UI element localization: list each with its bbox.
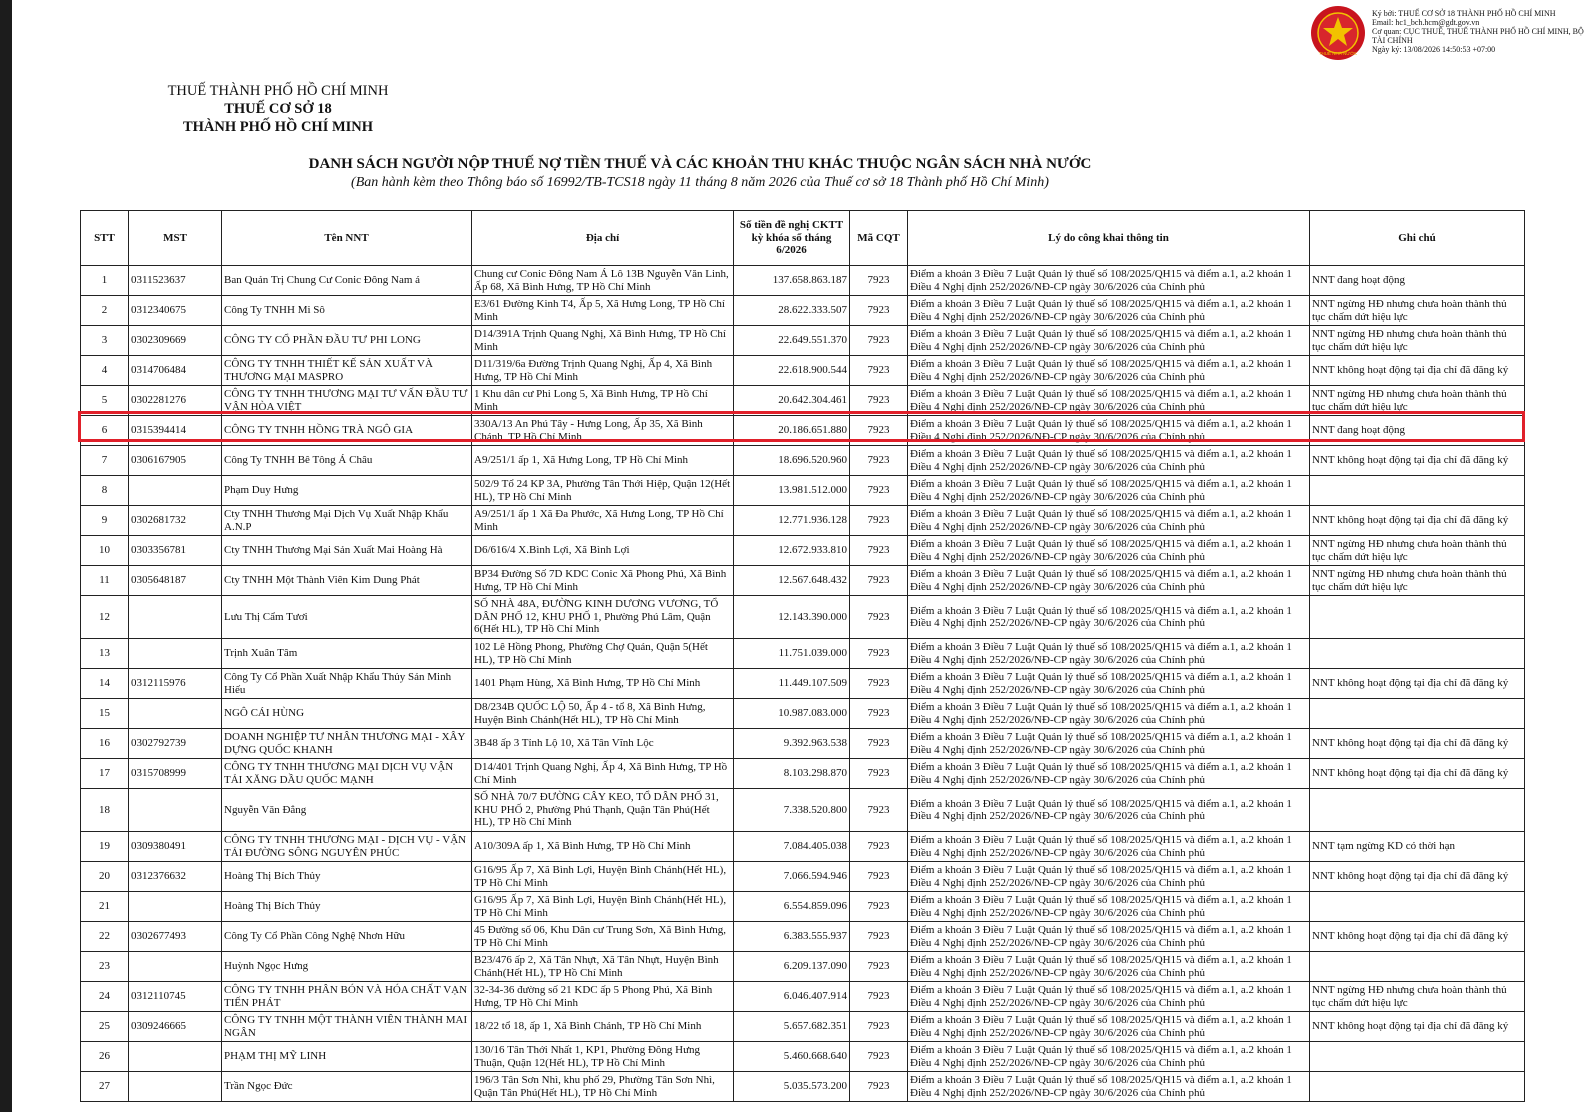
table-row xyxy=(81,266,1525,296)
cell-address: 102 Lê Hồng Phong, Phường Chợ Quán, Quận 5(Hết HL), TP Hồ Chí Minh xyxy=(472,639,734,669)
cell-stt: 2 xyxy=(81,296,129,326)
cell-cqt: 7923 xyxy=(850,832,908,862)
cell-amount: 22.618.900.544 xyxy=(734,356,850,386)
cell-amount: 12.672.933.810 xyxy=(734,536,850,566)
cell-name: Hoàng Thị Bích Thủy xyxy=(222,862,472,892)
cell-amount: 12.771.936.128 xyxy=(734,506,850,536)
cell-cqt: 7923 xyxy=(850,596,908,639)
cell-cqt: 7923 xyxy=(850,982,908,1012)
cell-note: NNT không hoạt động tại địa chỉ đã đăng ký xyxy=(1310,862,1525,892)
cell-address: SỐ NHÀ 48A, ĐƯỜNG KINH DƯƠNG VƯƠNG, TỔ DÂN PHỐ 12, KHU PHỐ 1, Phường Phú Lâm, Quận 6(Hết HL), TP Hồ Chí Minh xyxy=(472,596,734,639)
cell-address: D14/401 Trịnh Quang Nghị, Ấp 4, Xã Bình Hưng, TP Hồ Chí Minh xyxy=(472,759,734,789)
cell-mst: 0306167905 xyxy=(129,446,222,476)
col-note: Ghi chú xyxy=(1310,211,1525,266)
cell-mst: 0312115976 xyxy=(129,669,222,699)
col-amount: Số tiền đề nghị CKTT kỳ khóa sổ tháng 6/2026 xyxy=(734,211,850,266)
table-header-row xyxy=(81,211,1525,266)
cell-reason: Điểm a khoản 3 Điều 7 Luật Quản lý thuế số 108/2025/QH15 và điểm a.1, a.2 khoản 1 Điều 4 Nghị định 252/2026/NĐ-CP ngày 30/6/2026 của Chính phủ xyxy=(908,952,1310,982)
cell-address: G16/95 Ấp 7, Xã Bình Lợi, Huyện Bình Chánh(Hết HL), TP Hồ Chí Minh xyxy=(472,862,734,892)
col-mst: MST xyxy=(129,211,222,266)
cell-address: 3B48 ấp 3 Tỉnh Lộ 10, Xã Tân Vĩnh Lộc xyxy=(472,729,734,759)
cell-stt: 16 xyxy=(81,729,129,759)
agency-line-2: THUẾ CƠ SỞ 18 xyxy=(224,101,332,117)
table-row xyxy=(81,386,1525,416)
cell-cqt: 7923 xyxy=(850,922,908,952)
cell-reason: Điểm a khoản 3 Điều 7 Luật Quản lý thuế số 108/2025/QH15 và điểm a.1, a.2 khoản 1 Điều 4 Nghị định 252/2026/NĐ-CP ngày 30/6/2026 của Chính phủ xyxy=(908,416,1310,446)
cell-mst: 0315708999 xyxy=(129,759,222,789)
col-cqt: Mã CQT xyxy=(850,211,908,266)
cell-note: NNT ngừng HĐ nhưng chưa hoàn thành thủ tục chấm dứt hiệu lực xyxy=(1310,982,1525,1012)
cell-note: NNT không hoạt động tại địa chỉ đã đăng ký xyxy=(1310,669,1525,699)
cell-stt: 12 xyxy=(81,596,129,639)
cell-stt: 19 xyxy=(81,832,129,862)
cell-cqt: 7923 xyxy=(850,669,908,699)
cell-cqt: 7923 xyxy=(850,416,908,446)
cell-amount: 10.987.083.000 xyxy=(734,699,850,729)
cell-mst: 0314706484 xyxy=(129,356,222,386)
cell-reason: Điểm a khoản 3 Điều 7 Luật Quản lý thuế số 108/2025/QH15 và điểm a.1, a.2 khoản 1 Điều 4 Nghị định 252/2026/NĐ-CP ngày 30/6/2026 của Chính phủ xyxy=(908,536,1310,566)
cell-amount: 7.338.520.800 xyxy=(734,789,850,832)
cell-reason: Điểm a khoản 3 Điều 7 Luật Quản lý thuế số 108/2025/QH15 và điểm a.1, a.2 khoản 1 Điều 4 Nghị định 252/2026/NĐ-CP ngày 30/6/2026 của Chính phủ xyxy=(908,566,1310,596)
table-body xyxy=(81,266,1525,1102)
agency-line-3: THÀNH PHỐ HỒ CHÍ MINH xyxy=(182,119,374,135)
cell-name: Công Ty TNHH Mi Sô xyxy=(222,296,472,326)
cell-note: NNT không hoạt động tại địa chỉ đã đăng ký xyxy=(1310,729,1525,759)
cell-address: D6/616/4 X.Bình Lợi, Xã Bình Lợi xyxy=(472,536,734,566)
agency-line-1: THUẾ THÀNH PHỐ HỒ CHÍ MINH xyxy=(167,83,389,99)
cell-mst xyxy=(129,952,222,982)
table-row xyxy=(81,862,1525,892)
cell-cqt: 7923 xyxy=(850,1012,908,1042)
cell-note xyxy=(1310,596,1525,639)
cell-stt: 25 xyxy=(81,1012,129,1042)
cell-address: BP34 Đường Số 7D KDC Conic Xã Phong Phú, Xã Bình Hưng, TP Hồ Chí Minh xyxy=(472,566,734,596)
signature-email: Email: hc1_bch.hcm@gdt.gov.vn xyxy=(1372,18,1480,27)
cell-stt: 5 xyxy=(81,386,129,416)
cell-stt: 3 xyxy=(81,326,129,356)
cell-reason: Điểm a khoản 3 Điều 7 Luật Quản lý thuế số 108/2025/QH15 và điểm a.1, a.2 khoản 1 Điều 4 Nghị định 252/2026/NĐ-CP ngày 30/6/2026 của Chính phủ xyxy=(908,669,1310,699)
cell-amount: 22.649.551.370 xyxy=(734,326,850,356)
cell-mst xyxy=(129,699,222,729)
cell-address: 502/9 Tổ 24 KP 3A, Phường Tân Thới Hiệp, Quận 12(Hết HL), TP Hồ Chí Minh xyxy=(472,476,734,506)
cell-address: 45 Đường số 06, Khu Dân cư Trung Sơn, Xã Bình Hưng, TP Hồ Chí Minh xyxy=(472,922,734,952)
cell-note: NNT ngừng HĐ nhưng chưa hoàn thành thủ tục chấm dứt hiệu lực xyxy=(1310,536,1525,566)
document-title: DANH SÁCH NGƯỜI NỘP THUẾ NỢ TIỀN THUẾ VÀ CÁC KHOẢN THU KHÁC THUỘC NGÂN SÁCH NHÀ NƯỚC xyxy=(308,156,1092,172)
cell-reason: Điểm a khoản 3 Điều 7 Luật Quản lý thuế số 108/2025/QH15 và điểm a.1, a.2 khoản 1 Điều 4 Nghị định 252/2026/NĐ-CP ngày 30/6/2026 của Chính phủ xyxy=(908,326,1310,356)
cell-stt: 20 xyxy=(81,862,129,892)
cell-reason: Điểm a khoản 3 Điều 7 Luật Quản lý thuế số 108/2025/QH15 và điểm a.1, a.2 khoản 1 Điều 4 Nghị định 252/2026/NĐ-CP ngày 30/6/2026 của Chính phủ xyxy=(908,862,1310,892)
taxpayer-debt-table xyxy=(80,210,1525,1102)
cell-mst xyxy=(129,596,222,639)
table-row xyxy=(81,446,1525,476)
cell-name: CÔNG TY TNHH MỘT THÀNH VIÊN THÀNH MAI NGÂN xyxy=(222,1012,472,1042)
cell-reason: Điểm a khoản 3 Điều 7 Luật Quản lý thuế số 108/2025/QH15 và điểm a.1, a.2 khoản 1 Điều 4 Nghị định 252/2026/NĐ-CP ngày 30/6/2026 của Chính phủ xyxy=(908,356,1310,386)
cell-stt: 27 xyxy=(81,1072,129,1102)
cell-note xyxy=(1310,892,1525,922)
cell-note xyxy=(1310,1072,1525,1102)
cell-name: Ban Quản Trị Chung Cư Conic Đông Nam á xyxy=(222,266,472,296)
cell-stt: 14 xyxy=(81,669,129,699)
cell-cqt: 7923 xyxy=(850,536,908,566)
cell-name: Hoàng Thị Bích Thủy xyxy=(222,892,472,922)
cell-reason: Điểm a khoản 3 Điều 7 Luật Quản lý thuế số 108/2025/QH15 và điểm a.1, a.2 khoản 1 Điều 4 Nghị định 252/2026/NĐ-CP ngày 30/6/2026 của Chính phủ xyxy=(908,596,1310,639)
cell-name: NGÔ CÁI HÙNG xyxy=(222,699,472,729)
cell-name: DOANH NGHIỆP TƯ NHÂN THƯƠNG MẠI - XÂY DỰNG QUỐC KHANH xyxy=(222,729,472,759)
cell-cqt: 7923 xyxy=(850,506,908,536)
cell-cqt: 7923 xyxy=(850,476,908,506)
cell-cqt: 7923 xyxy=(850,952,908,982)
cell-mst xyxy=(129,476,222,506)
cell-mst: 0312340675 xyxy=(129,296,222,326)
cell-note: NNT không hoạt động tại địa chỉ đã đăng ký xyxy=(1310,506,1525,536)
cell-amount: 13.981.512.000 xyxy=(734,476,850,506)
cell-mst: 0309246665 xyxy=(129,1012,222,1042)
cell-reason: Điểm a khoản 3 Điều 7 Luật Quản lý thuế số 108/2025/QH15 và điểm a.1, a.2 khoản 1 Điều 4 Nghị định 252/2026/NĐ-CP ngày 30/6/2026 của Chính phủ xyxy=(908,1072,1310,1102)
cell-amount: 8.103.298.870 xyxy=(734,759,850,789)
cell-reason: Điểm a khoản 3 Điều 7 Luật Quản lý thuế số 108/2025/QH15 và điểm a.1, a.2 khoản 1 Điều 4 Nghị định 252/2026/NĐ-CP ngày 30/6/2026 của Chính phủ xyxy=(908,296,1310,326)
cell-name: Lưu Thị Cẩm Tươi xyxy=(222,596,472,639)
cell-name: CÔNG TY TNHH THƯƠNG MẠI - DỊCH VỤ - VẬN TẢI ĐƯỜNG SÔNG NGUYÊN PHÚC xyxy=(222,832,472,862)
cell-amount: 11.449.107.509 xyxy=(734,669,850,699)
cell-mst: 0302309669 xyxy=(129,326,222,356)
table-row xyxy=(81,596,1525,639)
table-row xyxy=(81,296,1525,326)
cell-cqt: 7923 xyxy=(850,862,908,892)
cell-name: Phạm Duy Hưng xyxy=(222,476,472,506)
cell-amount: 12.143.390.000 xyxy=(734,596,850,639)
cell-note xyxy=(1310,952,1525,982)
cell-reason: Điểm a khoản 3 Điều 7 Luật Quản lý thuế số 108/2025/QH15 và điểm a.1, a.2 khoản 1 Điều 4 Nghị định 252/2026/NĐ-CP ngày 30/6/2026 của Chính phủ xyxy=(908,892,1310,922)
cell-address: 1 Khu dân cư Phi Long 5, Xã Bình Hưng, TP Hồ Chí Minh xyxy=(472,386,734,416)
cell-note xyxy=(1310,789,1525,832)
table-row xyxy=(81,476,1525,506)
cell-amount: 7.066.594.946 xyxy=(734,862,850,892)
cell-note xyxy=(1310,476,1525,506)
cell-stt: 18 xyxy=(81,789,129,832)
cell-address: 130/16 Tân Thới Nhất 1, KP1, Phường Đông Hưng Thuận, Quận 12(Hết HL), TP Hồ Chí Minh xyxy=(472,1042,734,1072)
cell-cqt: 7923 xyxy=(850,759,908,789)
cell-name: Huỳnh Ngọc Hưng xyxy=(222,952,472,982)
cell-reason: Điểm a khoản 3 Điều 7 Luật Quản lý thuế số 108/2025/QH15 và điểm a.1, a.2 khoản 1 Điều 4 Nghị định 252/2026/NĐ-CP ngày 30/6/2026 của Chính phủ xyxy=(908,1042,1310,1072)
cell-stt: 21 xyxy=(81,892,129,922)
cell-stt: 10 xyxy=(81,536,129,566)
issuing-agency xyxy=(160,82,396,136)
cell-reason: Điểm a khoản 3 Điều 7 Luật Quản lý thuế số 108/2025/QH15 và điểm a.1, a.2 khoản 1 Điều 4 Nghị định 252/2026/NĐ-CP ngày 30/6/2026 của Chính phủ xyxy=(908,832,1310,862)
cell-reason: Điểm a khoản 3 Điều 7 Luật Quản lý thuế số 108/2025/QH15 và điểm a.1, a.2 khoản 1 Điều 4 Nghị định 252/2026/NĐ-CP ngày 30/6/2026 của Chính phủ xyxy=(908,639,1310,669)
cell-cqt: 7923 xyxy=(850,729,908,759)
cell-name: CÔNG TY TNHH THƯƠNG MẠI DỊCH VỤ VẬN TẢI XĂNG DẦU QUỐC MẠNH xyxy=(222,759,472,789)
cell-reason: Điểm a khoản 3 Điều 7 Luật Quản lý thuế số 108/2025/QH15 và điểm a.1, a.2 khoản 1 Điều 4 Nghị định 252/2026/NĐ-CP ngày 30/6/2026 của Chính phủ xyxy=(908,922,1310,952)
cell-reason: Điểm a khoản 3 Điều 7 Luật Quản lý thuế số 108/2025/QH15 và điểm a.1, a.2 khoản 1 Điều 4 Nghị định 252/2026/NĐ-CP ngày 30/6/2026 của Chính phủ xyxy=(908,266,1310,296)
cell-cqt: 7923 xyxy=(850,639,908,669)
cell-note: NNT không hoạt động tại địa chỉ đã đăng ký xyxy=(1310,446,1525,476)
cell-mst: 0302677493 xyxy=(129,922,222,952)
cell-stt: 1 xyxy=(81,266,129,296)
table-row xyxy=(81,922,1525,952)
cell-amount: 18.696.520.960 xyxy=(734,446,850,476)
table-row xyxy=(81,789,1525,832)
cell-note xyxy=(1310,639,1525,669)
col-address: Địa chỉ xyxy=(472,211,734,266)
cell-note: NNT đang hoạt động xyxy=(1310,416,1525,446)
table-row xyxy=(81,982,1525,1012)
cell-name: CÔNG TY TNHH HỒNG TRÀ NGÔ GIA xyxy=(222,416,472,446)
cell-stt: 23 xyxy=(81,952,129,982)
cell-name: Nguyễn Văn Đẳng xyxy=(222,789,472,832)
cell-amount: 12.567.648.432 xyxy=(734,566,850,596)
cell-note: NNT ngừng HĐ nhưng chưa hoàn thành thủ tục chấm dứt hiệu lực xyxy=(1310,566,1525,596)
cell-amount: 6.383.555.937 xyxy=(734,922,850,952)
cell-address: D11/319/6a Đường Trịnh Quang Nghị, Ấp 4, Xã Bình Hưng, TP Hồ Chí Minh xyxy=(472,356,734,386)
cell-mst xyxy=(129,789,222,832)
signature-signer: Ký bởi: THUẾ CƠ SỞ 18 THÀNH PHỐ HỒ CHÍ MINH xyxy=(1372,9,1556,18)
cell-stt: 22 xyxy=(81,922,129,952)
cell-cqt: 7923 xyxy=(850,386,908,416)
table-row xyxy=(81,669,1525,699)
cell-address: A10/309A ấp 1, Xã Bình Hưng, TP Hồ Chí Minh xyxy=(472,832,734,862)
cell-note xyxy=(1310,1042,1525,1072)
cell-stt: 15 xyxy=(81,699,129,729)
table-row xyxy=(81,1042,1525,1072)
cell-amount: 9.392.963.538 xyxy=(734,729,850,759)
cell-stt: 6 xyxy=(81,416,129,446)
table-row xyxy=(81,566,1525,596)
cell-name: CÔNG TY TNHH THƯƠNG MẠI TƯ VẤN ĐẦU TƯ VẬN HÒA VIỆT xyxy=(222,386,472,416)
cell-reason: Điểm a khoản 3 Điều 7 Luật Quản lý thuế số 108/2025/QH15 và điểm a.1, a.2 khoản 1 Điều 4 Nghị định 252/2026/NĐ-CP ngày 30/6/2026 của Chính phủ xyxy=(908,476,1310,506)
cell-amount: 5.035.573.200 xyxy=(734,1072,850,1102)
table-row xyxy=(81,832,1525,862)
cell-address: A9/251/1 ấp 1 Xã Đa Phước, Xã Hưng Long, TP Hồ Chí Minh xyxy=(472,506,734,536)
cell-cqt: 7923 xyxy=(850,1042,908,1072)
cell-amount: 137.658.863.187 xyxy=(734,266,850,296)
table-row xyxy=(81,326,1525,356)
cell-mst: 0309380491 xyxy=(129,832,222,862)
cell-amount: 6.209.137.090 xyxy=(734,952,850,982)
cell-mst: 0312376632 xyxy=(129,862,222,892)
cell-amount: 20.186.651.880 xyxy=(734,416,850,446)
cell-note: NNT đang hoạt động xyxy=(1310,266,1525,296)
col-reason: Lý do công khai thông tin xyxy=(908,211,1310,266)
cell-reason: Điểm a khoản 3 Điều 7 Luật Quản lý thuế số 108/2025/QH15 và điểm a.1, a.2 khoản 1 Điều 4 Nghị định 252/2026/NĐ-CP ngày 30/6/2026 của Chính phủ xyxy=(908,789,1310,832)
table-row xyxy=(81,699,1525,729)
cell-address: B23/476 ấp 2, Xã Tân Nhựt, Xã Tân Nhựt, Huyện Bình Chánh(Hết HL), TP Hồ Chí Minh xyxy=(472,952,734,982)
table-row xyxy=(81,1012,1525,1042)
cell-mst xyxy=(129,639,222,669)
cell-address: D14/391A Trịnh Quang Nghị, Xã Bình Hưng, TP Hồ Chí Minh xyxy=(472,326,734,356)
cell-mst: 0305648187 xyxy=(129,566,222,596)
cell-note: NNT ngừng HĐ nhưng chưa hoàn thành thủ tục chấm dứt hiệu lực xyxy=(1310,296,1525,326)
cell-stt: 9 xyxy=(81,506,129,536)
cell-note: NNT không hoạt động tại địa chỉ đã đăng ký xyxy=(1310,1012,1525,1042)
cell-address: Chung cư Conic Đông Nam Á Lô 13B Nguyễn Văn Linh, Ấp 68, Xã Bình Hưng, TP Hồ Chí Minh xyxy=(472,266,734,296)
cell-address: 32-34-36 đường số 21 KDC ấp 5 Phong Phú, Xã Bình Hưng, TP Hồ Chí Minh xyxy=(472,982,734,1012)
digital-signature xyxy=(1310,5,1590,63)
cell-cqt: 7923 xyxy=(850,356,908,386)
cell-mst xyxy=(129,892,222,922)
cell-name: Công Ty Cổ Phần Xuất Nhập Khẩu Thủy Sản Minh Hiếu xyxy=(222,669,472,699)
cell-amount: 7.084.405.038 xyxy=(734,832,850,862)
col-name: Tên NNT xyxy=(222,211,472,266)
cell-name: Trần Ngọc Đức xyxy=(222,1072,472,1102)
seal-label: THUẾ NHÀ NƯỚC xyxy=(1318,51,1358,56)
cell-name: Công Ty TNHH Bê Tông Á Châu xyxy=(222,446,472,476)
state-seal-icon xyxy=(1310,5,1366,61)
cell-note: NNT ngừng HĐ nhưng chưa hoàn thành thủ tục chấm dứt hiệu lực xyxy=(1310,386,1525,416)
table-row xyxy=(81,729,1525,759)
cell-name: PHẠM THỊ MỸ LINH xyxy=(222,1042,472,1072)
cell-name: CÔNG TY TNHH PHÂN BÓN VÀ HÓA CHẤT VẠN TIẾN PHÁT xyxy=(222,982,472,1012)
cell-stt: 17 xyxy=(81,759,129,789)
signature-date: Ngày ký: 13/08/2026 14:50:53 +07:00 xyxy=(1372,45,1496,54)
cell-cqt: 7923 xyxy=(850,789,908,832)
cell-mst xyxy=(129,1042,222,1072)
cell-stt: 8 xyxy=(81,476,129,506)
table-row xyxy=(81,506,1525,536)
col-stt: STT xyxy=(81,211,129,266)
cell-address: 196/3 Tân Sơn Nhì, khu phố 29, Phường Tân Sơn Nhì, Quận Tân Phú(Hết HL), TP Hồ Chí Minh xyxy=(472,1072,734,1102)
cell-name: Cty TNHH Thương Mại Sản Xuất Mai Hoàng Hà xyxy=(222,536,472,566)
cell-address: 18/22 tổ 18, ấp 1, Xã Bình Chánh, TP Hồ Chí Minh xyxy=(472,1012,734,1042)
cell-address: D8/234B QUỐC LỘ 50, Ấp 4 - tổ 8, Xã Bình Hưng, Huyện Bình Chánh(Hết HL), TP Hồ Chí Minh xyxy=(472,699,734,729)
cell-stt: 13 xyxy=(81,639,129,669)
cell-cqt: 7923 xyxy=(850,446,908,476)
cell-cqt: 7923 xyxy=(850,1072,908,1102)
cell-mst: 0315394414 xyxy=(129,416,222,446)
cell-name: Trịnh Xuân Tâm xyxy=(222,639,472,669)
table-row xyxy=(81,416,1525,446)
cell-address: 330A/13 An Phú Tây - Hưng Long, Ấp 35, Xã Bình Chánh, TP Hồ Chí Minh xyxy=(472,416,734,446)
cell-note: NNT không hoạt động tại địa chỉ đã đăng ký xyxy=(1310,922,1525,952)
cell-cqt: 7923 xyxy=(850,892,908,922)
cell-name: CÔNG TY CỔ PHẦN ĐẦU TƯ PHI LONG xyxy=(222,326,472,356)
cell-name: Công Ty Cổ Phần Công Nghệ Nhơn Hữu xyxy=(222,922,472,952)
cell-amount: 28.622.333.507 xyxy=(734,296,850,326)
cell-note: NNT không hoạt động tại địa chỉ đã đăng ký xyxy=(1310,759,1525,789)
cell-name: CÔNG TY TNHH THIẾT KẾ SẢN XUẤT VÀ THƯƠNG MẠI MASPRO xyxy=(222,356,472,386)
cell-mst: 0303356781 xyxy=(129,536,222,566)
cell-reason: Điểm a khoản 3 Điều 7 Luật Quản lý thuế số 108/2025/QH15 và điểm a.1, a.2 khoản 1 Điều 4 Nghị định 252/2026/NĐ-CP ngày 30/6/2026 của Chính phủ xyxy=(908,729,1310,759)
cell-note: NNT không hoạt động tại địa chỉ đã đăng ký xyxy=(1310,356,1525,386)
document-subtitle: (Ban hành kèm theo Thông báo số 16992/TB-TCS18 ngày 11 tháng 8 năm 2026 của Thuế cơ sở 18 Thành phố Hồ Chí Minh) xyxy=(351,175,1049,190)
cell-stt: 11 xyxy=(81,566,129,596)
table-row xyxy=(81,536,1525,566)
cell-amount: 6.046.407.914 xyxy=(734,982,850,1012)
cell-stt: 26 xyxy=(81,1042,129,1072)
cell-cqt: 7923 xyxy=(850,266,908,296)
cell-address: E3/61 Đường Kinh T4, Ấp 5, Xã Hưng Long, TP Hồ Chí Minh xyxy=(472,296,734,326)
cell-reason: Điểm a khoản 3 Điều 7 Luật Quản lý thuế số 108/2025/QH15 và điểm a.1, a.2 khoản 1 Điều 4 Nghị định 252/2026/NĐ-CP ngày 30/6/2026 của Chính phủ xyxy=(908,506,1310,536)
cell-mst: 0302281276 xyxy=(129,386,222,416)
table-row xyxy=(81,639,1525,669)
cell-reason: Điểm a khoản 3 Điều 7 Luật Quản lý thuế số 108/2025/QH15 và điểm a.1, a.2 khoản 1 Điều 4 Nghị định 252/2026/NĐ-CP ngày 30/6/2026 của Chính phủ xyxy=(908,699,1310,729)
cell-mst: 0302792739 xyxy=(129,729,222,759)
cell-cqt: 7923 xyxy=(850,326,908,356)
table-row xyxy=(81,892,1525,922)
cell-address: G16/95 Ấp 7, Xã Bình Lợi, Huyện Bình Chánh(Hết HL), TP Hồ Chí Minh xyxy=(472,892,734,922)
cell-mst xyxy=(129,1072,222,1102)
table-row xyxy=(81,1072,1525,1102)
cell-note xyxy=(1310,699,1525,729)
cell-note: NNT tạm ngừng KD có thời hạn xyxy=(1310,832,1525,862)
cell-mst: 0312110745 xyxy=(129,982,222,1012)
cell-address: 1401 Phạm Hùng, Xã Bình Hưng, TP Hồ Chí Minh xyxy=(472,669,734,699)
cell-mst: 0311523637 xyxy=(129,266,222,296)
cell-reason: Điểm a khoản 3 Điều 7 Luật Quản lý thuế số 108/2025/QH15 và điểm a.1, a.2 khoản 1 Điều 4 Nghị định 252/2026/NĐ-CP ngày 30/6/2026 của Chính phủ xyxy=(908,982,1310,1012)
cell-name: Cty TNHH Thương Mại Dịch Vụ Xuất Nhập Khẩu A.N.P xyxy=(222,506,472,536)
cell-cqt: 7923 xyxy=(850,566,908,596)
cell-cqt: 7923 xyxy=(850,699,908,729)
cell-amount: 6.554.859.096 xyxy=(734,892,850,922)
cell-address: A9/251/1 ấp 1, Xã Hưng Long, TP Hồ Chí Minh xyxy=(472,446,734,476)
cell-address: SỐ NHÀ 70/7 ĐƯỜNG CÂY KEO, TỔ DÂN PHỐ 31, KHU PHỐ 2, Phường Phú Thạnh, Quận Tân Phú(Hết HL), TP Hồ Chí Minh xyxy=(472,789,734,832)
cell-reason: Điểm a khoản 3 Điều 7 Luật Quản lý thuế số 108/2025/QH15 và điểm a.1, a.2 khoản 1 Điều 4 Nghị định 252/2026/NĐ-CP ngày 30/6/2026 của Chính phủ xyxy=(908,446,1310,476)
cell-note: NNT ngừng HĐ nhưng chưa hoàn thành thủ tục chấm dứt hiệu lực xyxy=(1310,326,1525,356)
cell-amount: 5.460.668.640 xyxy=(734,1042,850,1072)
cell-cqt: 7923 xyxy=(850,296,908,326)
cell-amount: 20.642.304.461 xyxy=(734,386,850,416)
cell-amount: 5.657.682.351 xyxy=(734,1012,850,1042)
cell-name: Cty TNHH Một Thành Viên Kim Dung Phát xyxy=(222,566,472,596)
cell-stt: 24 xyxy=(81,982,129,1012)
cell-stt: 4 xyxy=(81,356,129,386)
signature-agency: Cơ quan: CỤC THUẾ, THUẾ THÀNH PHỐ HỒ CHÍ MINH, BỘ TÀI CHÍNH xyxy=(1372,27,1584,45)
cell-reason: Điểm a khoản 3 Điều 7 Luật Quản lý thuế số 108/2025/QH15 và điểm a.1, a.2 khoản 1 Điều 4 Nghị định 252/2026/NĐ-CP ngày 30/6/2026 của Chính phủ xyxy=(908,1012,1310,1042)
table-row xyxy=(81,759,1525,789)
cell-reason: Điểm a khoản 3 Điều 7 Luật Quản lý thuế số 108/2025/QH15 và điểm a.1, a.2 khoản 1 Điều 4 Nghị định 252/2026/NĐ-CP ngày 30/6/2026 của Chính phủ xyxy=(908,386,1310,416)
cell-stt: 7 xyxy=(81,446,129,476)
table-row xyxy=(81,356,1525,386)
cell-mst: 0302681732 xyxy=(129,506,222,536)
cell-amount: 11.751.039.000 xyxy=(734,639,850,669)
cell-reason: Điểm a khoản 3 Điều 7 Luật Quản lý thuế số 108/2025/QH15 và điểm a.1, a.2 khoản 1 Điều 4 Nghị định 252/2026/NĐ-CP ngày 30/6/2026 của Chính phủ xyxy=(908,759,1310,789)
table-row xyxy=(81,952,1525,982)
